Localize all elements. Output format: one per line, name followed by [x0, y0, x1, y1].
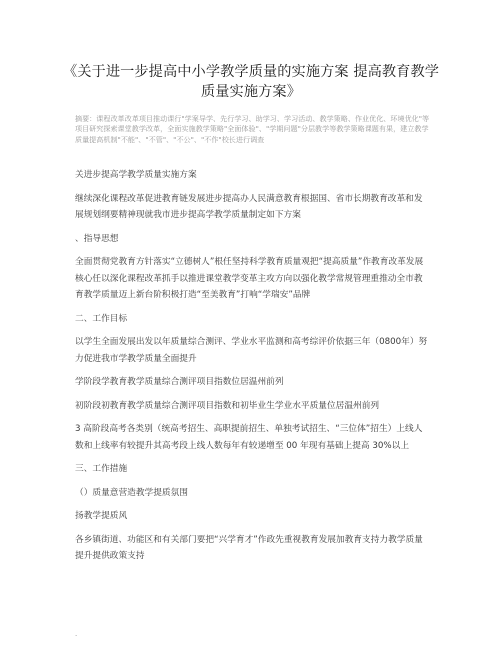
page-marker: .: [75, 630, 78, 638]
document-title: 《关于进一步提高中小学教学质量的实施方案 提高教育教学质量实施方案》: [62, 64, 440, 100]
subsection-heading: （）质量意营造教学提质氛围: [75, 487, 188, 498]
section-heading: 、指导思想: [75, 233, 119, 244]
body-paragraph: 学阶段学教育教学质量综合测评项目指数位居温州前列: [75, 377, 284, 387]
body-paragraph: 全面贯彻党教育方针落实“立德树人”根任坚持科学教育质量观把“提高质量”作教育改革发展核心任以深化课程改革抓手以推进课堂教学变革主攻方向以强化教学常规管理重推动全市教育教学质量迈上新台阶积极打造“至美教育”打响“学瑞安”品牌: [75, 257, 424, 300]
body-paragraph: 继续深化课程改革促进教育链发展进步提高办人民满意教育根据国、省市长期教育改革和发展规划纲要精神现就我市进步提高学教学质量制定如下方案: [75, 193, 423, 220]
document-summary: 摘要：课程改革改革项目推动课行"学案导学、先行学习、助学习、学习活动、教学策略、作业优化、环境优化"等项目研究探索课堂教学改革，全面实施教学策略"全面体验"、"学期问题"分层教学等教学策略课题有果，建立教学质量提高机制"不能"、"不管"、"不公"、"不作"校长进行调查: [75, 114, 430, 144]
document-body: [75, 167, 431, 572]
section-heading: 二、工作目标: [75, 313, 128, 324]
body-paragraph: 扬教学提质风: [75, 511, 128, 521]
section-heading: 关进步提高学教学质量实施方案: [75, 170, 197, 180]
body-paragraph: 初阶段初教育教学质量综合测评项目指数和初毕业生学业水平质量位居温州前列: [75, 400, 380, 411]
body-paragraph: 各乡镇街道、功能区和有关部门要把“兴学育才”作政先重视教育发展加教育支持力教学质量提升提供政策支持: [75, 534, 423, 561]
body-paragraph: 以学生全面发展出发以年质量综合测评、学业水平监测和高考综评价依据三年（0800年）努力促进我市学教学质量全面提升: [75, 337, 428, 364]
body-paragraph: 3 高阶段高考各类别（统高考招生、高职提前招生、单独考试招生、“三位体”招生）上线人数和上线率有较提升其高考段上线人数每年有较递增至 00 年现有基础上提高 30%以上: [75, 424, 423, 451]
section-heading: 三、工作措施: [75, 464, 128, 474]
